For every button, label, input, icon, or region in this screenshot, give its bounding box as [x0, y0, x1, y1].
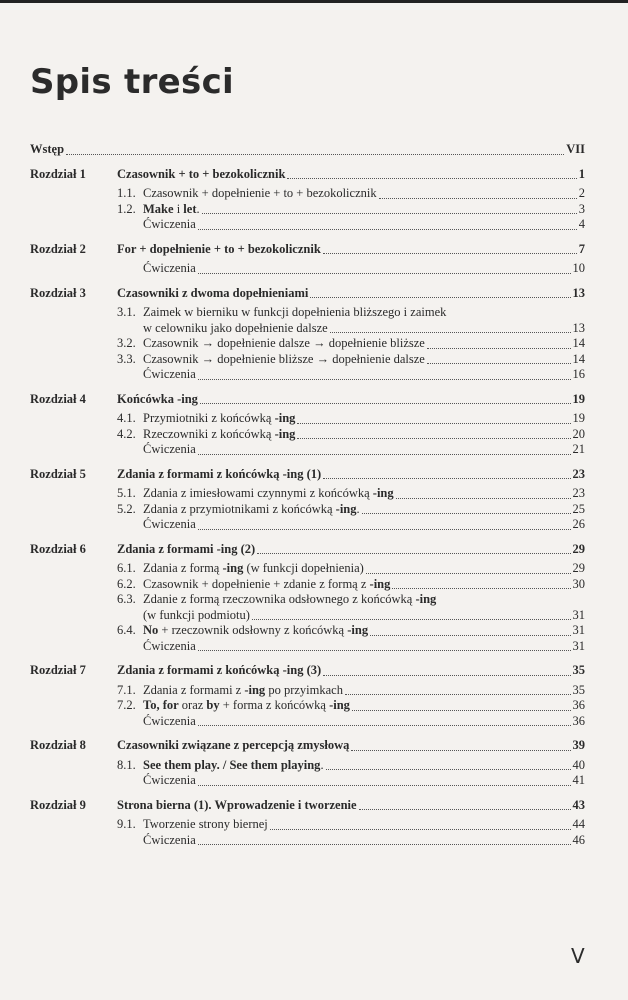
- toc-entry[interactable]: [117, 577, 585, 593]
- entry-text: .: [320, 757, 324, 772]
- chapter-body: [117, 467, 585, 533]
- chapter-label: Rozdział 3: [30, 285, 86, 300]
- leader-dots: [198, 528, 571, 530]
- entry-page: 30: [572, 576, 585, 591]
- chapters-list: [30, 167, 585, 849]
- toc-entry[interactable]: [117, 833, 585, 849]
- leader-dots: [323, 252, 577, 254]
- entry-text: Ćwiczenia: [143, 517, 196, 531]
- toc-entry[interactable]: [117, 202, 585, 218]
- chapter-label: Rozdział 4: [30, 391, 86, 406]
- entry-number: 1.2.: [117, 201, 136, 216]
- entry-page: 4: [578, 217, 585, 231]
- chapter-title: Czasownik + to + bezokolicznik: [117, 166, 286, 181]
- entry-text: Ćwiczenia: [143, 367, 196, 381]
- chapter-page: 43: [572, 797, 585, 812]
- chapter-page: 35: [572, 663, 585, 677]
- leader-dots: [257, 552, 570, 554]
- chapter-title-row[interactable]: [117, 286, 585, 302]
- toc-chapter: [30, 798, 585, 849]
- entry-text: + forma z końcówką: [219, 698, 330, 712]
- entry-page: 29: [572, 561, 585, 575]
- entry-number: 6.3.: [117, 592, 136, 606]
- toc-entry[interactable]: [117, 261, 585, 277]
- entry-page: 26: [572, 517, 585, 531]
- chapter-page: 19: [572, 391, 585, 406]
- toc-entry[interactable]: [117, 758, 585, 774]
- entry-page: 21: [572, 442, 585, 456]
- entry-text-group: [117, 217, 196, 233]
- leader-dots: [330, 331, 571, 333]
- entry-text: Ćwiczenia: [143, 713, 196, 728]
- leader-dots: [392, 587, 570, 589]
- chapter-title-row[interactable]: [117, 467, 585, 483]
- entry-text-bold: No: [143, 623, 159, 637]
- toc-entry-line1[interactable]: [117, 592, 585, 608]
- leader-dots: [198, 784, 571, 786]
- entry-page: 44: [572, 817, 585, 831]
- entry-text: Zaimek w bierniku w funkcji dopełnienia bliższego i zaimek: [143, 305, 447, 319]
- entry-text-bold: -ing: [347, 623, 369, 637]
- chapter-title-row[interactable]: [117, 542, 585, 558]
- toc-entry[interactable]: [117, 367, 585, 383]
- leader-dots: [297, 437, 570, 439]
- entry-text: po przyimkach: [265, 682, 343, 697]
- entry-page: 31: [572, 623, 585, 637]
- toc-entry[interactable]: [117, 714, 585, 730]
- entry-number: 5.1.: [117, 486, 136, 500]
- toc-entry[interactable]: [117, 427, 585, 443]
- entry-number: 8.1.: [117, 757, 136, 772]
- entry-text-bold: -ing: [372, 486, 394, 500]
- entry-number: 4.2.: [117, 426, 136, 441]
- toc-chapter: [30, 167, 585, 233]
- entry-text-bold: -ing: [415, 592, 437, 606]
- entry-text-group: [117, 502, 360, 518]
- toc-entry[interactable]: [117, 698, 585, 714]
- entry-text: Zdania z przymiotnikami z końcówką: [143, 501, 336, 516]
- toc-entry[interactable]: [117, 336, 585, 352]
- toc-entry[interactable]: [117, 502, 585, 518]
- entry-text-group: [117, 623, 368, 639]
- leader-dots: [297, 422, 570, 424]
- toc-entry[interactable]: [117, 639, 585, 655]
- entry-text: i: [173, 201, 184, 216]
- entry-number: 6.2.: [117, 576, 136, 591]
- entry-text-bold: -ing: [274, 411, 296, 425]
- entry-number: 3.2.: [117, 336, 136, 350]
- entry-page: 36: [572, 713, 585, 728]
- entry-text: Ćwiczenia: [143, 261, 196, 275]
- leader-dots: [427, 347, 571, 349]
- chapter-body: [117, 738, 585, 789]
- entry-text-group: [117, 367, 196, 383]
- leader-dots: [200, 402, 571, 404]
- leader-dots: [370, 634, 570, 636]
- toc-entry-line2[interactable]: [117, 321, 585, 337]
- entry-text: Ćwiczenia: [143, 442, 196, 456]
- entry-text: Zdania z formami z: [143, 682, 245, 697]
- toc-chapter: [30, 392, 585, 458]
- entry-page: 14: [572, 351, 585, 366]
- chapter-page: 39: [572, 738, 585, 752]
- toc-entry[interactable]: [117, 561, 585, 577]
- leader-dots: [198, 228, 577, 230]
- entry-text-group: [117, 411, 295, 427]
- entry-number: 9.1.: [117, 817, 136, 831]
- entry-text-bold: Make: [143, 201, 174, 216]
- toc-chapter: [30, 663, 585, 729]
- leader-dots: [310, 296, 570, 298]
- entry-page: 19: [572, 411, 585, 425]
- toc-entry[interactable]: [117, 486, 585, 502]
- chapter-body: [117, 798, 585, 849]
- chapter-body: [117, 542, 585, 655]
- entry-text-group: [117, 773, 196, 789]
- entry-page: 10: [572, 261, 585, 275]
- leader-dots: [396, 497, 571, 499]
- leader-dots: [198, 453, 571, 455]
- entry-page: 14: [572, 336, 585, 350]
- chapter-body: [117, 167, 585, 233]
- toc-entry[interactable]: [117, 773, 585, 789]
- entry-text-bold: -ing: [369, 576, 391, 591]
- leader-dots: [198, 843, 571, 845]
- entry-text: Czasownik → dopełnienie dalsze → dopełnienie bliższe: [143, 336, 425, 350]
- leader-dots: [362, 512, 571, 514]
- leader-dots: [352, 709, 571, 711]
- leader-dots: [345, 693, 571, 695]
- toc-chapter: [30, 738, 585, 789]
- toc-entry[interactable]: [117, 352, 585, 368]
- leader-dots: [66, 153, 564, 155]
- top-edge-line: [0, 0, 628, 3]
- chapter-title-row[interactable]: [117, 167, 585, 183]
- entry-text: (w funkcji podmiotu): [143, 607, 250, 622]
- chapter-page: 7: [578, 241, 585, 256]
- toc-entry[interactable]: [117, 217, 585, 233]
- entry-page: 23: [572, 486, 585, 500]
- entry-page: 31: [572, 607, 585, 622]
- entry-text-group: [117, 517, 196, 533]
- chapter-title-row[interactable]: [117, 798, 585, 814]
- chapter-title: Czasowniki z dwoma dopełnieniami: [117, 285, 309, 300]
- entry-page: 3: [578, 201, 585, 216]
- toc-entry[interactable]: [117, 683, 585, 699]
- chapter-title: For + dopełnienie + to + bezokolicznik: [117, 241, 321, 256]
- leader-dots: [326, 768, 571, 770]
- chapter-body: [117, 242, 585, 277]
- entry-number: 6.1.: [117, 561, 136, 575]
- leader-dots: [379, 197, 577, 199]
- leader-dots: [252, 618, 571, 620]
- entry-text-group: [117, 561, 364, 577]
- entry-text-group: [117, 442, 196, 458]
- entry-page: 2: [578, 186, 585, 200]
- entry-text: Ćwiczenia: [143, 638, 196, 653]
- entry-text: Czasownik + dopełnienie + zdanie z formą z: [143, 576, 370, 591]
- leader-dots: [287, 177, 576, 179]
- entry-text-bold: -ing: [335, 501, 357, 516]
- entry-text: Czasownik → dopełnienie bliższe → dopełnienie dalsze: [143, 351, 425, 366]
- chapter-body: [117, 663, 585, 729]
- leader-dots: [351, 749, 570, 751]
- entry-page: 40: [572, 757, 585, 772]
- entry-page: 46: [572, 832, 585, 847]
- entry-text: Tworzenie strony biernej: [143, 817, 268, 831]
- chapter-title: Zdania z formami z końcówką -ing (3): [117, 663, 322, 677]
- chapter-body: [117, 392, 585, 458]
- toc-entry[interactable]: [117, 817, 585, 833]
- entry-text-group: [117, 352, 425, 368]
- leader-dots: [198, 272, 571, 274]
- leader-dots: [323, 674, 570, 676]
- entry-text-group: [117, 427, 295, 443]
- toc-entry[interactable]: [117, 442, 585, 458]
- toc-chapter: [30, 242, 585, 277]
- entry-text-bold: -ing: [222, 561, 244, 575]
- entry-text-group: [117, 639, 196, 655]
- entry-text-group: [117, 577, 390, 593]
- leader-dots: [427, 362, 571, 364]
- entry-text-group: [117, 261, 196, 277]
- entry-number: 7.1.: [117, 682, 136, 697]
- entry-text-group: [117, 817, 268, 833]
- entry-text-group: [117, 833, 196, 849]
- chapter-title: Strona bierna (1). Wprowadzenie i tworzenie: [117, 797, 357, 812]
- page-number: V: [571, 944, 585, 968]
- entry-text-bold: To, for: [143, 698, 179, 712]
- entry-page: 25: [572, 501, 585, 516]
- entry-text-group: [117, 486, 394, 502]
- leader-dots: [270, 828, 571, 830]
- page-title: Spis treści: [30, 62, 234, 102]
- entry-text: Zdania z imiesłowami czynnymi z końcówką: [143, 486, 373, 500]
- entry-text: Ćwiczenia: [143, 832, 196, 847]
- chapter-title-row[interactable]: [117, 663, 585, 679]
- entry-text: Ćwiczenia: [143, 217, 196, 231]
- entry-text: w celowniku jako dopełnienie dalsze: [143, 320, 328, 335]
- chapter-title-row[interactable]: [117, 392, 585, 408]
- chapter-title: Czasowniki związane z percepcją zmysłową: [117, 738, 350, 752]
- leader-dots: [198, 378, 571, 380]
- entry-text: Zdania z formą: [143, 561, 223, 575]
- entry-page: 36: [572, 698, 585, 712]
- entry-page: 35: [572, 682, 585, 697]
- entry-number: 5.2.: [117, 501, 136, 516]
- entry-text: Ćwiczenia: [143, 773, 196, 787]
- leader-dots: [198, 724, 571, 726]
- entry-text: oraz: [178, 698, 207, 712]
- entry-text-group: [117, 202, 200, 218]
- entry-page: 20: [572, 426, 585, 441]
- chapter-label: Rozdział 5: [30, 466, 86, 481]
- entry-text-bold: -ing: [244, 682, 266, 697]
- entry-text: .: [356, 501, 360, 516]
- entry-text: (w funkcji dopełnienia): [243, 561, 364, 575]
- entry-number: 4.1.: [117, 411, 136, 425]
- entry-number: 3.3.: [117, 351, 136, 366]
- entry-text-group: [117, 714, 196, 730]
- chapter-label: Rozdział 8: [30, 738, 86, 752]
- chapter-title: Końcówka -ing: [117, 391, 198, 406]
- entry-text-bold: -ing: [274, 426, 296, 441]
- entry-page: 31: [572, 638, 585, 653]
- entry-page: 41: [572, 773, 585, 787]
- entry-number: 3.1.: [117, 305, 136, 319]
- entry-text: Czasownik + dopełnienie + to + bezokolicznik: [143, 186, 377, 200]
- leader-dots: [359, 808, 571, 810]
- entry-text-group: [117, 758, 324, 774]
- chapter-body: [117, 286, 585, 383]
- chapter-label: Rozdział 6: [30, 541, 86, 556]
- chapter-page: 29: [572, 541, 585, 556]
- chapter-page: 13: [572, 285, 585, 300]
- toc-intro-page: VII: [566, 142, 585, 156]
- leader-dots: [202, 212, 577, 214]
- entry-text-group: [117, 698, 350, 714]
- chapter-title: Zdania z formami -ing (2): [117, 541, 256, 556]
- chapter-label: Rozdział 9: [30, 797, 86, 812]
- chapter-page: 23: [572, 466, 585, 481]
- entry-page: 13: [572, 320, 585, 335]
- table-of-contents: [30, 142, 585, 848]
- toc-entry[interactable]: [117, 186, 585, 202]
- toc-entry-line2[interactable]: [117, 608, 585, 624]
- leader-dots: [366, 572, 571, 574]
- toc-entry[interactable]: [117, 623, 585, 639]
- entry-text: Przymiotniki z końcówką: [143, 411, 275, 425]
- toc-intro[interactable]: [30, 142, 585, 158]
- toc-intro-label: Wstęp: [30, 142, 65, 156]
- entry-text-bold: See them play. / See them playing: [143, 757, 321, 772]
- entry-text-group: [117, 683, 343, 699]
- entry-number: 7.2.: [117, 698, 136, 712]
- chapter-title-row[interactable]: [117, 738, 585, 754]
- chapter-label: Rozdział 7: [30, 663, 86, 677]
- toc-entry[interactable]: [117, 517, 585, 533]
- entry-text: Zdanie z formą rzeczownika odsłownego z końcówką: [143, 592, 416, 606]
- entry-page: 16: [572, 367, 585, 381]
- entry-text-bold: -ing: [329, 698, 350, 712]
- chapter-label: Rozdział 2: [30, 241, 86, 256]
- chapter-title: Zdania z formami z końcówką -ing (1): [117, 466, 322, 481]
- chapter-label: Rozdział 1: [30, 166, 86, 181]
- toc-chapter: [30, 467, 585, 533]
- toc-entry[interactable]: [117, 411, 585, 427]
- toc-chapter: [30, 286, 585, 383]
- chapter-title-row[interactable]: [117, 242, 585, 258]
- entry-text-bold: let: [183, 201, 197, 216]
- toc-chapter: [30, 542, 585, 655]
- entry-text: .: [196, 201, 200, 216]
- entry-number: 6.4.: [117, 623, 136, 637]
- chapter-page: 1: [578, 166, 585, 181]
- toc-entry-line1[interactable]: [117, 305, 585, 321]
- leader-dots: [198, 649, 571, 651]
- entry-text-group: [117, 336, 425, 352]
- entry-text: + rzeczownik odsłowny z końcówką: [158, 623, 348, 637]
- leader-dots: [323, 477, 570, 479]
- entry-text: Rzeczowniki z końcówką: [143, 426, 275, 441]
- entry-text-bold: by: [206, 698, 220, 712]
- entry-number: 1.1.: [117, 186, 136, 200]
- entry-text-group: [117, 186, 377, 202]
